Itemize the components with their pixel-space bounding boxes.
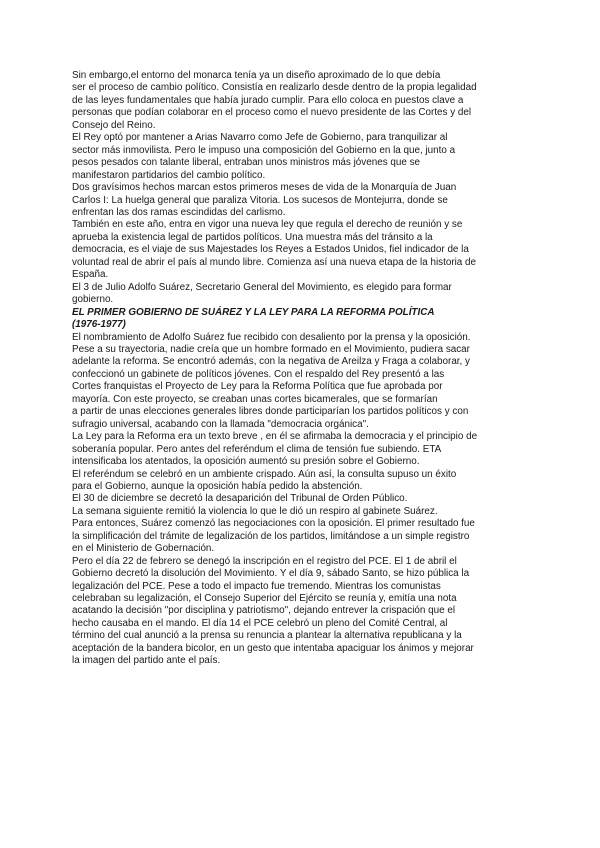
text-line: Para entonces, Suárez comenzó las negociaciones con la oposición. El primer resultado fue [72,518,475,530]
text-line: La semana siguiente remitió la violencia lo que le dió un respiro al gabinete Suárez. [72,505,438,517]
text-line: Gobierno decretó la disolución del Movimiento. Y el día 9, sábado Santo, se hizo pública la [72,568,470,580]
text-line: Consejo del Reino. [72,119,156,131]
text-line: El 3 de Julio Adolfo Suárez, Secretario General del Movimiento, es elegido para formar [72,281,452,293]
paragraph [72,219,534,281]
text-line: manifestaron partidarios del cambio político. [72,169,266,181]
paragraph [72,132,534,182]
text-line: democracia, es el viaje de sus Majestades los Reyes a Estados Unidos, fiel indicador de la [72,244,469,256]
text-line: soberanía popular. Pero antes del referéndum el clima de tensión fue subiendo. ETA [72,443,442,455]
text-line: pesos pesados con talante liberal, entraban unos ministros más jóvenes que se [72,157,421,169]
text-line: la imagen del partido ante el país. [72,655,221,667]
text-line: a partir de unas elecciones generales libres donde participarían los partidos políticos y con [72,406,469,418]
text-line: gobierno. [72,294,114,306]
text-line: la simplificación del trámite de legalización de los partidos, limitándose a un simple registro [72,530,470,542]
text-line: personas que podían colaborar en el proceso como el nuevo presidente de las Cortes y del [72,107,472,119]
paragraph [72,556,534,668]
text-line: ser el proceso de cambio político. Consistía en realizarlo desde dentro de la propia legalidad [72,82,477,94]
heading-line: (1976-1977) [72,319,126,331]
text-line: Pese a su trayectoria, nadie creía que un hombre formado en el Movimiento, pudiera sacar [72,343,470,355]
text-line: adelante la reforma. Se encontró además, con la negativa de Areilza y Fraga a colaborar, y [72,356,470,368]
text-line: confeccionó un gabinete de políticos jóvenes. Con el respaldo del Rey presentó a las [72,368,445,380]
text-line: Pero el día 22 de febrero se denegó la inscripción en el registro del PCE. El 1 de abril el [72,555,457,567]
section-heading [72,307,534,332]
text-line: legalización del PCE. Pese a todo el impacto fue tremendo. Mientras los comunistas [72,580,441,592]
text-line: El 30 de diciembre se decretó la desaparición del Tribunal de Orden Público. [72,493,408,505]
text-line: intensificaba los atentados, la oposición aumentó su presión sobre el Gobierno. [72,456,420,468]
paragraph [72,182,534,219]
paragraph [72,469,534,494]
text-line: voluntad real de abrir el país al mundo libre. Comienza así una nueva etapa de la historia de [72,256,477,268]
text-line: de las leyes fundamentales que había jurado cumplir. Para ello coloca en puestos clave a [72,94,464,106]
text-line: España. [72,269,109,281]
paragraph [72,332,534,432]
text-line: También en este año, entra en vigor una nueva ley que regula el derecho de reunión y se [72,219,463,231]
text-line: término del cual anunció a la prensa su renuncia a plantear la alternativa republicana y la [72,630,462,642]
text-line: celebraban su legalización, el Consejo Superior del Ejército se reunía y, emitía una nota [72,593,457,605]
paragraph [72,282,534,307]
text-line: El nombramiento de Adolfo Suárez fue recibido con desaliento por la prensa y la oposición. [72,331,471,343]
heading-line: EL PRIMER GOBIERNO DE SUÁREZ Y LA LEY PARA LA REFORMA POLÍTICA [72,306,435,318]
text-line: hecho causaba en el mando. El día 14 el PCE celebró un pleno del Comité Central, al [72,617,448,629]
text-line: para el Gobierno, aunque la oposición había pedido la abstención. [72,480,363,492]
text-line: sector más inmovilista. Pero le impuso una composición del Gobierno en la que, junto a [72,144,456,156]
paragraph [72,493,534,505]
paragraph [72,70,534,132]
text-line: Carlos I: La huelga general que paraliza Vitoria. Los sucesos de Montejurra, donde se [72,194,448,206]
text-line: El Rey optó por mantener a Arias Navarro como Jefe de Gobierno, para tranquilizar al [72,132,448,144]
text-line: Cortes franquistas el Proyecto de Ley para la Reforma Política que fue aprobada por [72,381,443,393]
text-line: en el Ministerio de Gobernación. [72,543,215,555]
text-line: enfrentan las dos ramas escindidas del carlismo. [72,206,286,218]
paragraph [72,506,534,518]
paragraph [72,431,534,468]
paragraph [72,518,534,555]
text-line: aceptación de la bandera bicolor, en un gesto que intentaba apaciguar los ánimos y mejorar [72,642,474,654]
text-line: mayoría. Con este proyecto, se creaban unas cortes bicamerales, que se formarían [72,393,438,405]
text-line: Dos gravísimos hechos marcan estos primeros meses de vida de la Monarquía de Juan [72,182,457,194]
document-page [72,70,534,668]
text-line: Sin embargo,el entorno del monarca tenía ya un diseño aproximado de lo que debía [72,70,441,81]
text-line: El referéndum se celebró en un ambiente crispado. Aún así, la consulta supuso un éxito [72,468,457,480]
text-line: sufragio universal, acabando con la llamada "democracia orgánica". [72,418,369,430]
text-line: La Ley para la Reforma era un texto breve , en él se afirmaba la democracia y el principio de [72,431,478,443]
text-line: aprueba la existencia legal de partidos políticos. Una muestra más del tránsito a la [72,231,433,243]
text-line: acatando la decisión "por disciplina y patriotismo", dejando entrever la crispación que el [72,605,456,617]
